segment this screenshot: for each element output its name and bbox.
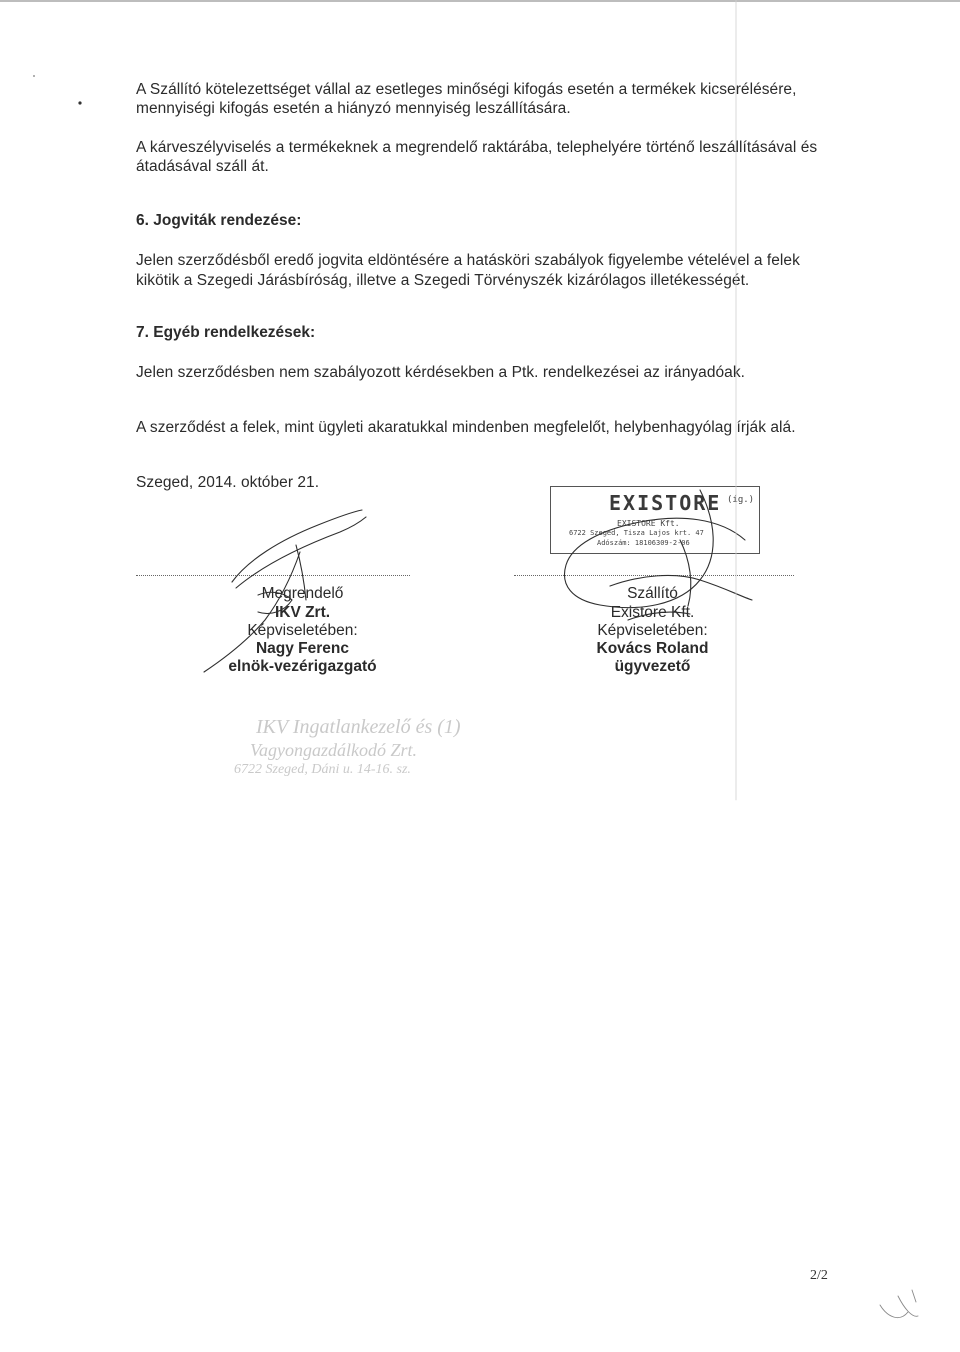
signature-stroke — [204, 552, 300, 672]
paragraph-line: kikötik a Szegedi Járásbíróság, illetve a Szegedi Törvényszék kizárólagos illetékességét. — [136, 272, 750, 289]
section-7-heading: 7. Egyéb rendelkezések: — [136, 324, 316, 341]
signature-stroke — [680, 540, 691, 606]
paragraph-line: A Szállító kötelezettséget vállal az esetleges minőségi kifogás esetén a termékek kicserélésére, — [136, 81, 797, 98]
signer-company: IKV Zrt. — [274, 604, 331, 621]
signature-stroke — [296, 545, 306, 600]
paragraph-line: Jelen szerződésből eredő jogvita eldöntésére a hatásköri szabályok figyelembe vételével a felek — [136, 252, 800, 269]
stamp-mark: (íg.) — [727, 495, 755, 505]
signer-represented: Képviseletében: — [597, 622, 708, 639]
place-date: Szeged, 2014. október 21. — [136, 474, 320, 491]
signature-stroke — [232, 510, 362, 582]
signer-title: elnök-vezérigazgató — [228, 658, 377, 675]
page-number: 2/2 — [810, 1268, 828, 1283]
scan-dot — [78, 101, 81, 104]
signature-stroke — [628, 612, 690, 620]
signer-role: Megrendelő — [261, 585, 344, 602]
signer-represented: Képviseletében: — [247, 622, 358, 639]
section-6-heading: 6. Jogviták rendezése: — [136, 212, 302, 229]
paragraph-line: A szerződést a felek, mint ügyleti akaratukkal mindenben megfelelőt, helybenhagyólag írják alá. — [136, 419, 796, 436]
faded-stamp-line: IKV Ingatlankezelő és (1) — [256, 716, 461, 738]
paragraph-line: átadásával száll át. — [136, 158, 269, 175]
paragraph-line: mennyiségi kifogás esetén a hiányzó mennyiség leszállítására. — [136, 100, 571, 117]
signer-title: ügyvezető — [614, 658, 691, 675]
faded-stamp-line: 6722 Szeged, Dáni u. 14-16. sz. — [234, 762, 411, 777]
stamp-logo: EXISTORE — [609, 491, 722, 515]
signer-role: Szállító — [627, 585, 678, 602]
paragraph-line: Jelen szerződésben nem szabályozott kérdésekben a Ptk. rendelkezései az irányadóak. — [136, 364, 745, 381]
signer-name: Kovács Roland — [596, 640, 709, 657]
scan-dot — [33, 75, 35, 77]
signature-stroke — [258, 592, 292, 613]
signer-company: Existore Kft. — [610, 604, 695, 621]
stamp-line: 6722 Szeged, Tisza Lajos krt. 47 — [569, 529, 704, 537]
signature-stroke — [564, 490, 745, 608]
signer-name: Nagy Ferenc — [255, 640, 350, 657]
initials-stroke — [880, 1290, 918, 1318]
paragraph-line: A kárveszélyviselés a termékeknek a megrendelő raktárába, telephelyére történő leszállításával és — [136, 139, 818, 156]
stamp-line: EXISTORE Kft. — [617, 519, 680, 528]
faded-stamp-line: Vagyongazdálkodó Zrt. — [250, 740, 418, 760]
stamp-line: Adószám: 18106309-2-06 — [597, 539, 690, 547]
signature-stroke — [236, 517, 366, 588]
